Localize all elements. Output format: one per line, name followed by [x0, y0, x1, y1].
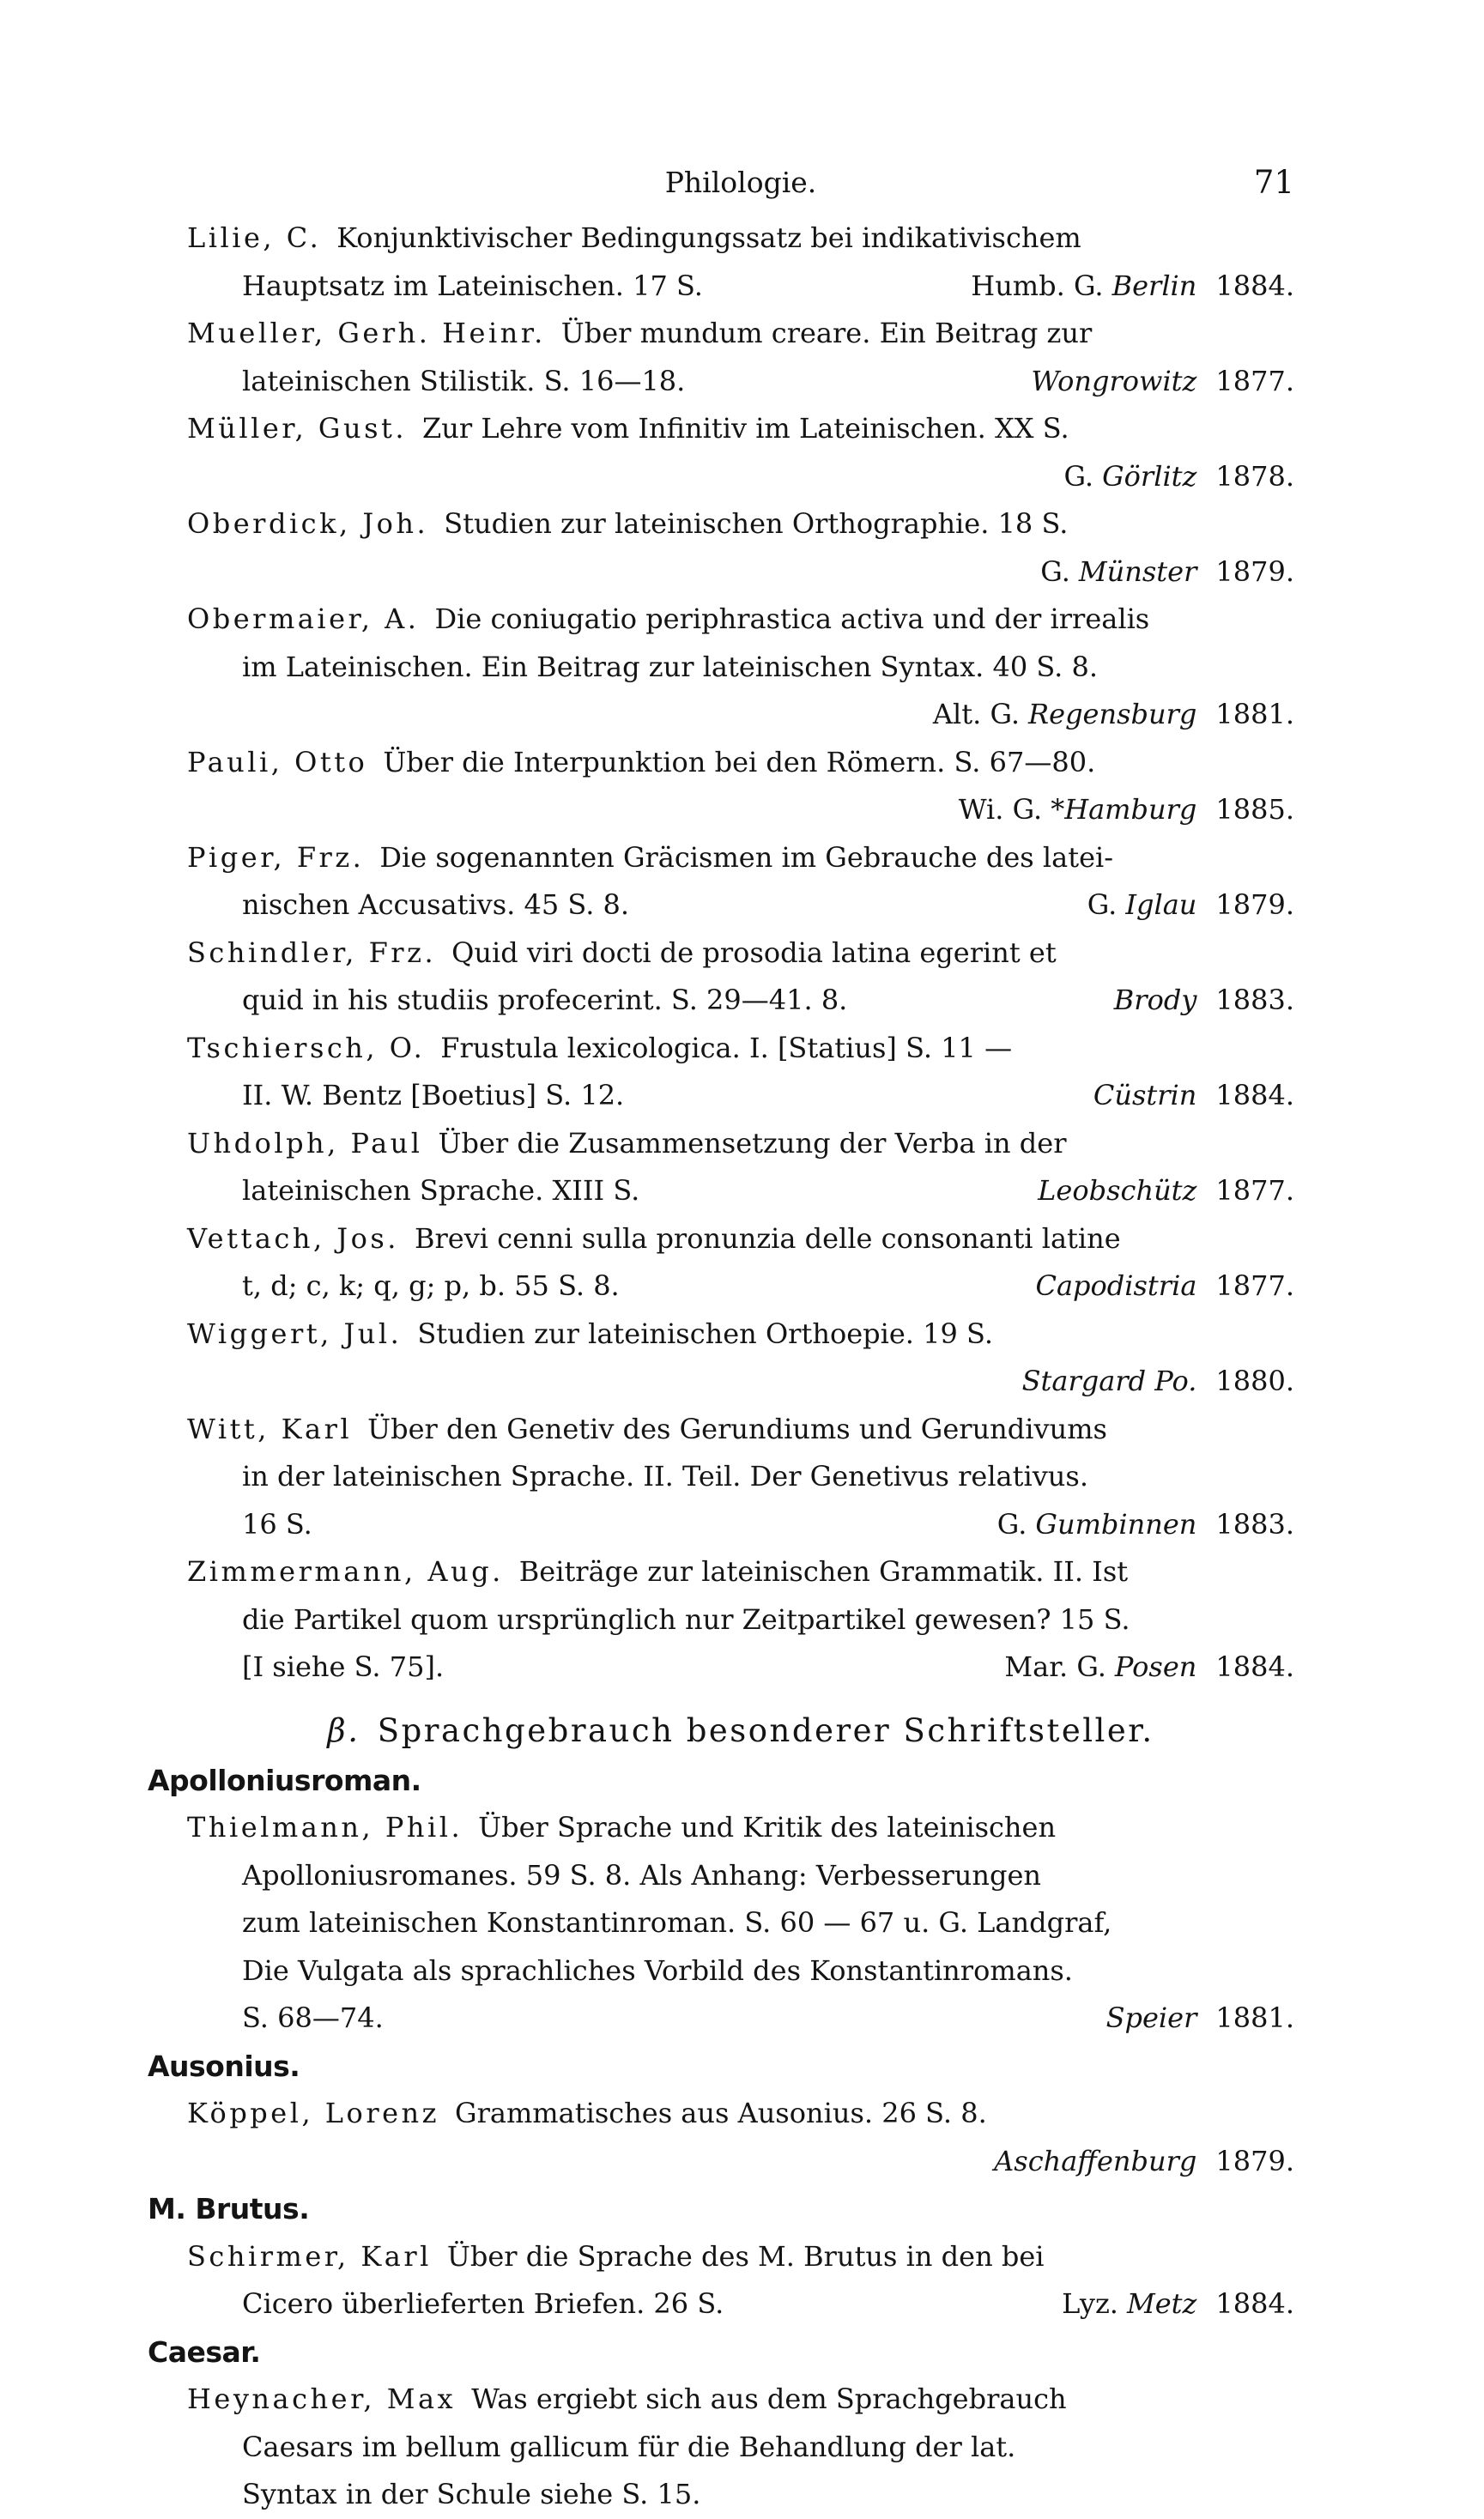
entry-year: 1884.: [1215, 2287, 1294, 2320]
entry-line: [187, 2138, 1294, 2186]
bibliography-entry: [187, 2376, 1294, 2519]
entry-text: Zur Lehre vom Infinitiv im Lateinischen. XX S.: [422, 412, 1069, 445]
entry-text: Studien zur lateinischen Orthographie. 18 S.: [444, 507, 1069, 540]
entry-location: [994, 2138, 1294, 2186]
entry-text: [I siehe S. 75].: [242, 1650, 445, 1683]
rubric-heading: Ausonius.: [148, 2049, 300, 2083]
entry-year: 1877.: [1215, 1269, 1294, 1302]
bibliography-entry: [187, 405, 1294, 500]
entry-location: [1114, 977, 1294, 1025]
entry-line: [187, 453, 1294, 501]
entry-institution: G.: [1063, 459, 1094, 493]
entry-line: [187, 1215, 1294, 1263]
entry-year: 1884.: [1215, 269, 1294, 302]
entry-text: Konjunktivischer Bedingungssatz bei indikativischem: [336, 221, 1081, 254]
entry-text: Grammatisches aus Ausonius. 26 S. 8.: [455, 2097, 987, 2129]
bibliography-entry: [187, 1548, 1294, 1692]
entry-text: Über die Interpunktion bei den Römern. S. 67—80.: [383, 745, 1096, 778]
page-number: 71: [1253, 164, 1294, 201]
entry-location: [1040, 548, 1294, 596]
entry-location: [1035, 1263, 1294, 1311]
bibliography-entry: [187, 500, 1294, 596]
bibliography-entry: [187, 1406, 1294, 1549]
entry-author: Köppel, Lorenz: [187, 2097, 440, 2129]
rubric-heading: Apolloniusroman.: [148, 1763, 421, 1797]
bibliography-entry: [187, 310, 1294, 405]
entry-author: Schindler, Frz.: [187, 936, 437, 969]
entry-text: Über die Sprache des M. Brutus in den bei: [446, 2239, 1045, 2273]
entry-line: [187, 1453, 1294, 1501]
entry-author: Oberdick, Joh.: [187, 507, 429, 540]
entry-line: [187, 1263, 1294, 1311]
entry-location: [933, 691, 1294, 739]
entry-year: 1880.: [1215, 1365, 1294, 1397]
section-title: Sprachgebrauch besonderer Schriftsteller.: [377, 1711, 1154, 1749]
entry-line: [187, 1947, 1294, 1995]
entry-text: 16 S.: [242, 1507, 312, 1541]
entry-location: [1062, 2280, 1294, 2328]
entry-author: Heynacher, Max: [187, 2383, 457, 2415]
entry-line: [187, 2233, 1294, 2281]
entry-location: [1031, 358, 1294, 406]
entry-text: lateinischen Sprache. XIII S.: [242, 1174, 640, 1207]
entry-line: [187, 215, 1294, 263]
entry-location: [971, 263, 1294, 311]
entry-text: nischen Accusativs. 45 S. 8.: [242, 888, 630, 921]
entry-text: Frustula lexicologica. I. [Statius] S. 11 —: [440, 1031, 1013, 1064]
entry-line: [187, 1852, 1294, 1900]
entry-line: [187, 1358, 1294, 1406]
entry-line: [187, 977, 1294, 1025]
entry-location: [1022, 1358, 1294, 1406]
entry-line: [187, 1804, 1294, 1852]
entry-place: Gumbinnen: [1035, 1507, 1197, 1541]
entry-year: 1879.: [1215, 2144, 1294, 2177]
entry-author: Schirmer, Karl: [187, 2239, 432, 2273]
entry-year: 1884.: [1215, 1079, 1294, 1111]
entry-line: [187, 834, 1294, 882]
entry-location: [1004, 1644, 1294, 1692]
entry-place: Capodistria: [1035, 1269, 1197, 1302]
entry-year: 1881.: [1215, 698, 1294, 730]
bibliography-entry: [187, 1215, 1294, 1311]
bibliography-entry: [187, 1025, 1294, 1120]
entry-place: Stargard Po.: [1021, 1365, 1197, 1397]
rubric-entries: [187, 2090, 1294, 2185]
entry-place: Aschaffenburg: [994, 2144, 1197, 2177]
entry-place: Cüstrin: [1093, 1079, 1197, 1111]
entry-institution: Alt. G.: [932, 698, 1021, 730]
entry-text: Quid viri docti de prosodia latina egerint et: [451, 936, 1057, 969]
entry-text: Über Sprache und Kritik des lateinischen: [478, 1811, 1057, 1844]
entry-institution: G.: [996, 1507, 1027, 1541]
entry-institution: Lyz.: [1062, 2287, 1118, 2320]
entry-line: [187, 596, 1294, 644]
entry-line: [187, 2090, 1294, 2138]
section-marker: β.: [327, 1711, 360, 1749]
bibliography-entry: [187, 834, 1294, 929]
entry-line: [187, 1548, 1294, 1596]
entry-year: 1878.: [1215, 459, 1294, 493]
entry-text: Brevi cenni sulla pronunzia delle consonanti latine: [414, 1221, 1121, 1255]
entry-line: [187, 1072, 1294, 1120]
entry-line: [187, 691, 1294, 739]
entry-line: [187, 500, 1294, 548]
bibliography-entry: [187, 2090, 1294, 2185]
entry-text: Syntax in der Schule siehe S. 15.: [242, 2478, 701, 2510]
entry-author: Pauli, Otto: [187, 745, 368, 778]
entry-line: [187, 2424, 1294, 2472]
entry-text: zum lateinischen Konstantinroman. S. 60 — 67 u. G. Landgraf,: [242, 1906, 1112, 1939]
entry-text: Beiträge zur lateinischen Grammatik. II. Ist: [518, 1555, 1129, 1588]
bibliography-entry: [187, 929, 1294, 1025]
entry-author: Thielmann, Phil.: [187, 1811, 463, 1844]
entry-location: [1093, 1072, 1294, 1120]
entry-institution: G.: [1087, 888, 1118, 921]
entry-year: 1881.: [1215, 2001, 1294, 2034]
entry-year: 1883.: [1215, 1507, 1294, 1541]
entry-author: Lilie, C.: [187, 221, 322, 254]
author-rubrics: [148, 1757, 1294, 2519]
running-title: Philologie.: [664, 166, 817, 199]
entry-line: [187, 263, 1294, 311]
entry-line: [187, 358, 1294, 406]
entry-line: [187, 548, 1294, 596]
entry-institution: Wi. G.: [958, 793, 1043, 826]
entry-text: Über mundum creare. Ein Beitrag zur: [560, 317, 1093, 349]
entry-location: [1087, 881, 1294, 929]
entry-author: Vettach, Jos.: [187, 1221, 399, 1255]
entry-text: II. W. Bentz [Boetius] S. 12.: [242, 1079, 625, 1111]
entry-line: [187, 739, 1294, 787]
entry-text: im Lateinischen. Ein Beitrag zur lateinischen Syntax. 40 S. 8.: [242, 650, 1099, 683]
entry-place: Leobschütz: [1038, 1174, 1197, 1207]
entry-year: 1879.: [1215, 554, 1294, 588]
entry-institution: Humb. G.: [971, 269, 1104, 302]
rubric-block: [148, 2328, 1294, 2519]
entry-line: [187, 1311, 1294, 1359]
rubric-entries: [187, 2376, 1294, 2519]
rubric-heading: M. Brutus.: [148, 2192, 310, 2225]
bibliography-content: [148, 215, 1294, 2519]
entry-author: Piger, Frz.: [187, 840, 365, 874]
bibliography-entry: [187, 739, 1294, 834]
entry-place: Speier: [1105, 2001, 1197, 2034]
entry-line: [187, 1995, 1294, 2043]
entry-author: Uhdolph, Paul: [187, 1126, 423, 1160]
entry-institution: Mar. G.: [1004, 1650, 1106, 1683]
entry-line: [187, 786, 1294, 834]
entry-text: Caesars im bellum gallicum für die Behandlung der lat.: [242, 2430, 1016, 2463]
entry-text: Was ergiebt sich aus dem Sprachgebrauch: [471, 2383, 1067, 2415]
entry-location: [1106, 1995, 1294, 2043]
entry-text: Cicero überlieferten Briefen. 26 S.: [242, 2287, 724, 2320]
entry-text: quid in his studiis profecerint. S. 29—41. 8.: [242, 984, 848, 1016]
entry-text: t, d; c, k; q, g; p, b. 55 S. 8.: [242, 1269, 620, 1302]
rubric-block: [148, 2043, 1294, 2186]
entry-location: [1038, 1167, 1294, 1215]
rubric-heading: Caesar.: [148, 2334, 261, 2369]
entry-text: Apolloniusromanes. 59 S. 8. Als Anhang: Verbesserungen: [242, 1858, 1042, 1892]
bibliography-entry: [187, 596, 1294, 739]
entry-author: Mueller, Gerh. Heinr.: [187, 317, 546, 349]
bibliography-entry: [187, 215, 1294, 310]
entry-place: Berlin: [1111, 269, 1197, 302]
entry-place: Regensburg: [1028, 698, 1197, 730]
bibliography-entry: [187, 1120, 1294, 1215]
entry-place: Posen: [1114, 1650, 1197, 1683]
entry-line: [187, 1406, 1294, 1454]
bibliography-entry: [187, 1311, 1294, 1406]
entry-text: Studien zur lateinischen Orthoepie. 19 S.: [417, 1317, 993, 1350]
entry-author: Zimmermann, Aug.: [187, 1555, 504, 1588]
entry-text: lateinischen Stilistik. S. 16—18.: [242, 364, 686, 397]
entry-location: [997, 1501, 1294, 1549]
entry-place: Iglau: [1125, 888, 1197, 921]
entry-place: Münster: [1078, 554, 1197, 588]
bibliography-entry: [187, 2233, 1294, 2328]
running-head: [187, 161, 1294, 204]
entry-line: [187, 1025, 1294, 1073]
entry-author: Obermaier, A.: [187, 603, 420, 635]
entry-place: Görlitz: [1102, 459, 1197, 493]
entry-line: [187, 405, 1294, 453]
rubric-entries: [187, 1804, 1294, 2043]
entry-place: *Hamburg: [1051, 793, 1197, 826]
entry-line: [187, 2280, 1294, 2328]
entry-text: Über die Zusammensetzung der Verba in der: [438, 1126, 1067, 1160]
entry-location: [959, 786, 1294, 834]
entry-text: Die sogenannten Gräcismen im Gebrauche des latei-: [379, 840, 1114, 874]
entry-place: Brody: [1113, 984, 1197, 1016]
entry-year: 1884.: [1215, 1650, 1294, 1683]
entry-line: [187, 644, 1294, 692]
rubric-block: [148, 2185, 1294, 2328]
entry-author: Müller, Gust.: [187, 412, 408, 445]
entries-list-latin-grammar: [187, 215, 1294, 1692]
entry-text: in der lateinischen Sprache. II. Teil. Der Genetivus relativus.: [242, 1460, 1088, 1493]
entry-line: [187, 929, 1294, 978]
entry-location: [1063, 453, 1294, 501]
entry-year: 1879.: [1215, 888, 1294, 921]
section-heading: [187, 1692, 1294, 1757]
rubric-block: [148, 1757, 1294, 2043]
entry-text: Die coniugatio periphrastica activa und der irrealis: [434, 603, 1150, 635]
entry-place: Wongrowitz: [1031, 364, 1197, 397]
entry-author: Tschiersch, O.: [187, 1031, 426, 1064]
entry-line: [187, 1120, 1294, 1168]
entry-place: Metz: [1126, 2287, 1197, 2320]
entry-author: Witt, Karl: [187, 1412, 353, 1445]
entry-year: 1877.: [1215, 1174, 1294, 1207]
entry-line: [187, 1644, 1294, 1692]
entry-line: [187, 2471, 1294, 2519]
entry-text: Hauptsatz im Lateinischen. 17 S.: [242, 269, 703, 302]
entry-text: Die Vulgata als sprachliches Vorbild des Konstantinromans.: [242, 1953, 1073, 1987]
entry-line: [187, 1167, 1294, 1215]
entry-text: die Partikel quom ursprünglich nur Zeitpartikel gewesen? 15 S.: [242, 1602, 1130, 1636]
entry-year: 1883.: [1215, 984, 1294, 1016]
entry-line: [187, 1596, 1294, 1644]
entry-text: Über den Genetiv des Gerundiums und Gerundivums: [367, 1412, 1107, 1445]
entry-line: [187, 881, 1294, 929]
entry-line: [187, 1899, 1294, 1947]
entry-line: [187, 310, 1294, 358]
entry-year: 1877.: [1215, 364, 1294, 397]
entry-line: [187, 1501, 1294, 1549]
entry-author: Wiggert, Jul.: [187, 1317, 403, 1350]
entry-institution: G.: [1040, 554, 1070, 588]
bibliography-entry: [187, 1804, 1294, 2043]
entry-year: 1885.: [1215, 793, 1294, 826]
entry-line: [187, 2376, 1294, 2424]
rubric-entries: [187, 2233, 1294, 2328]
entry-text: S. 68—74.: [242, 2001, 384, 2034]
